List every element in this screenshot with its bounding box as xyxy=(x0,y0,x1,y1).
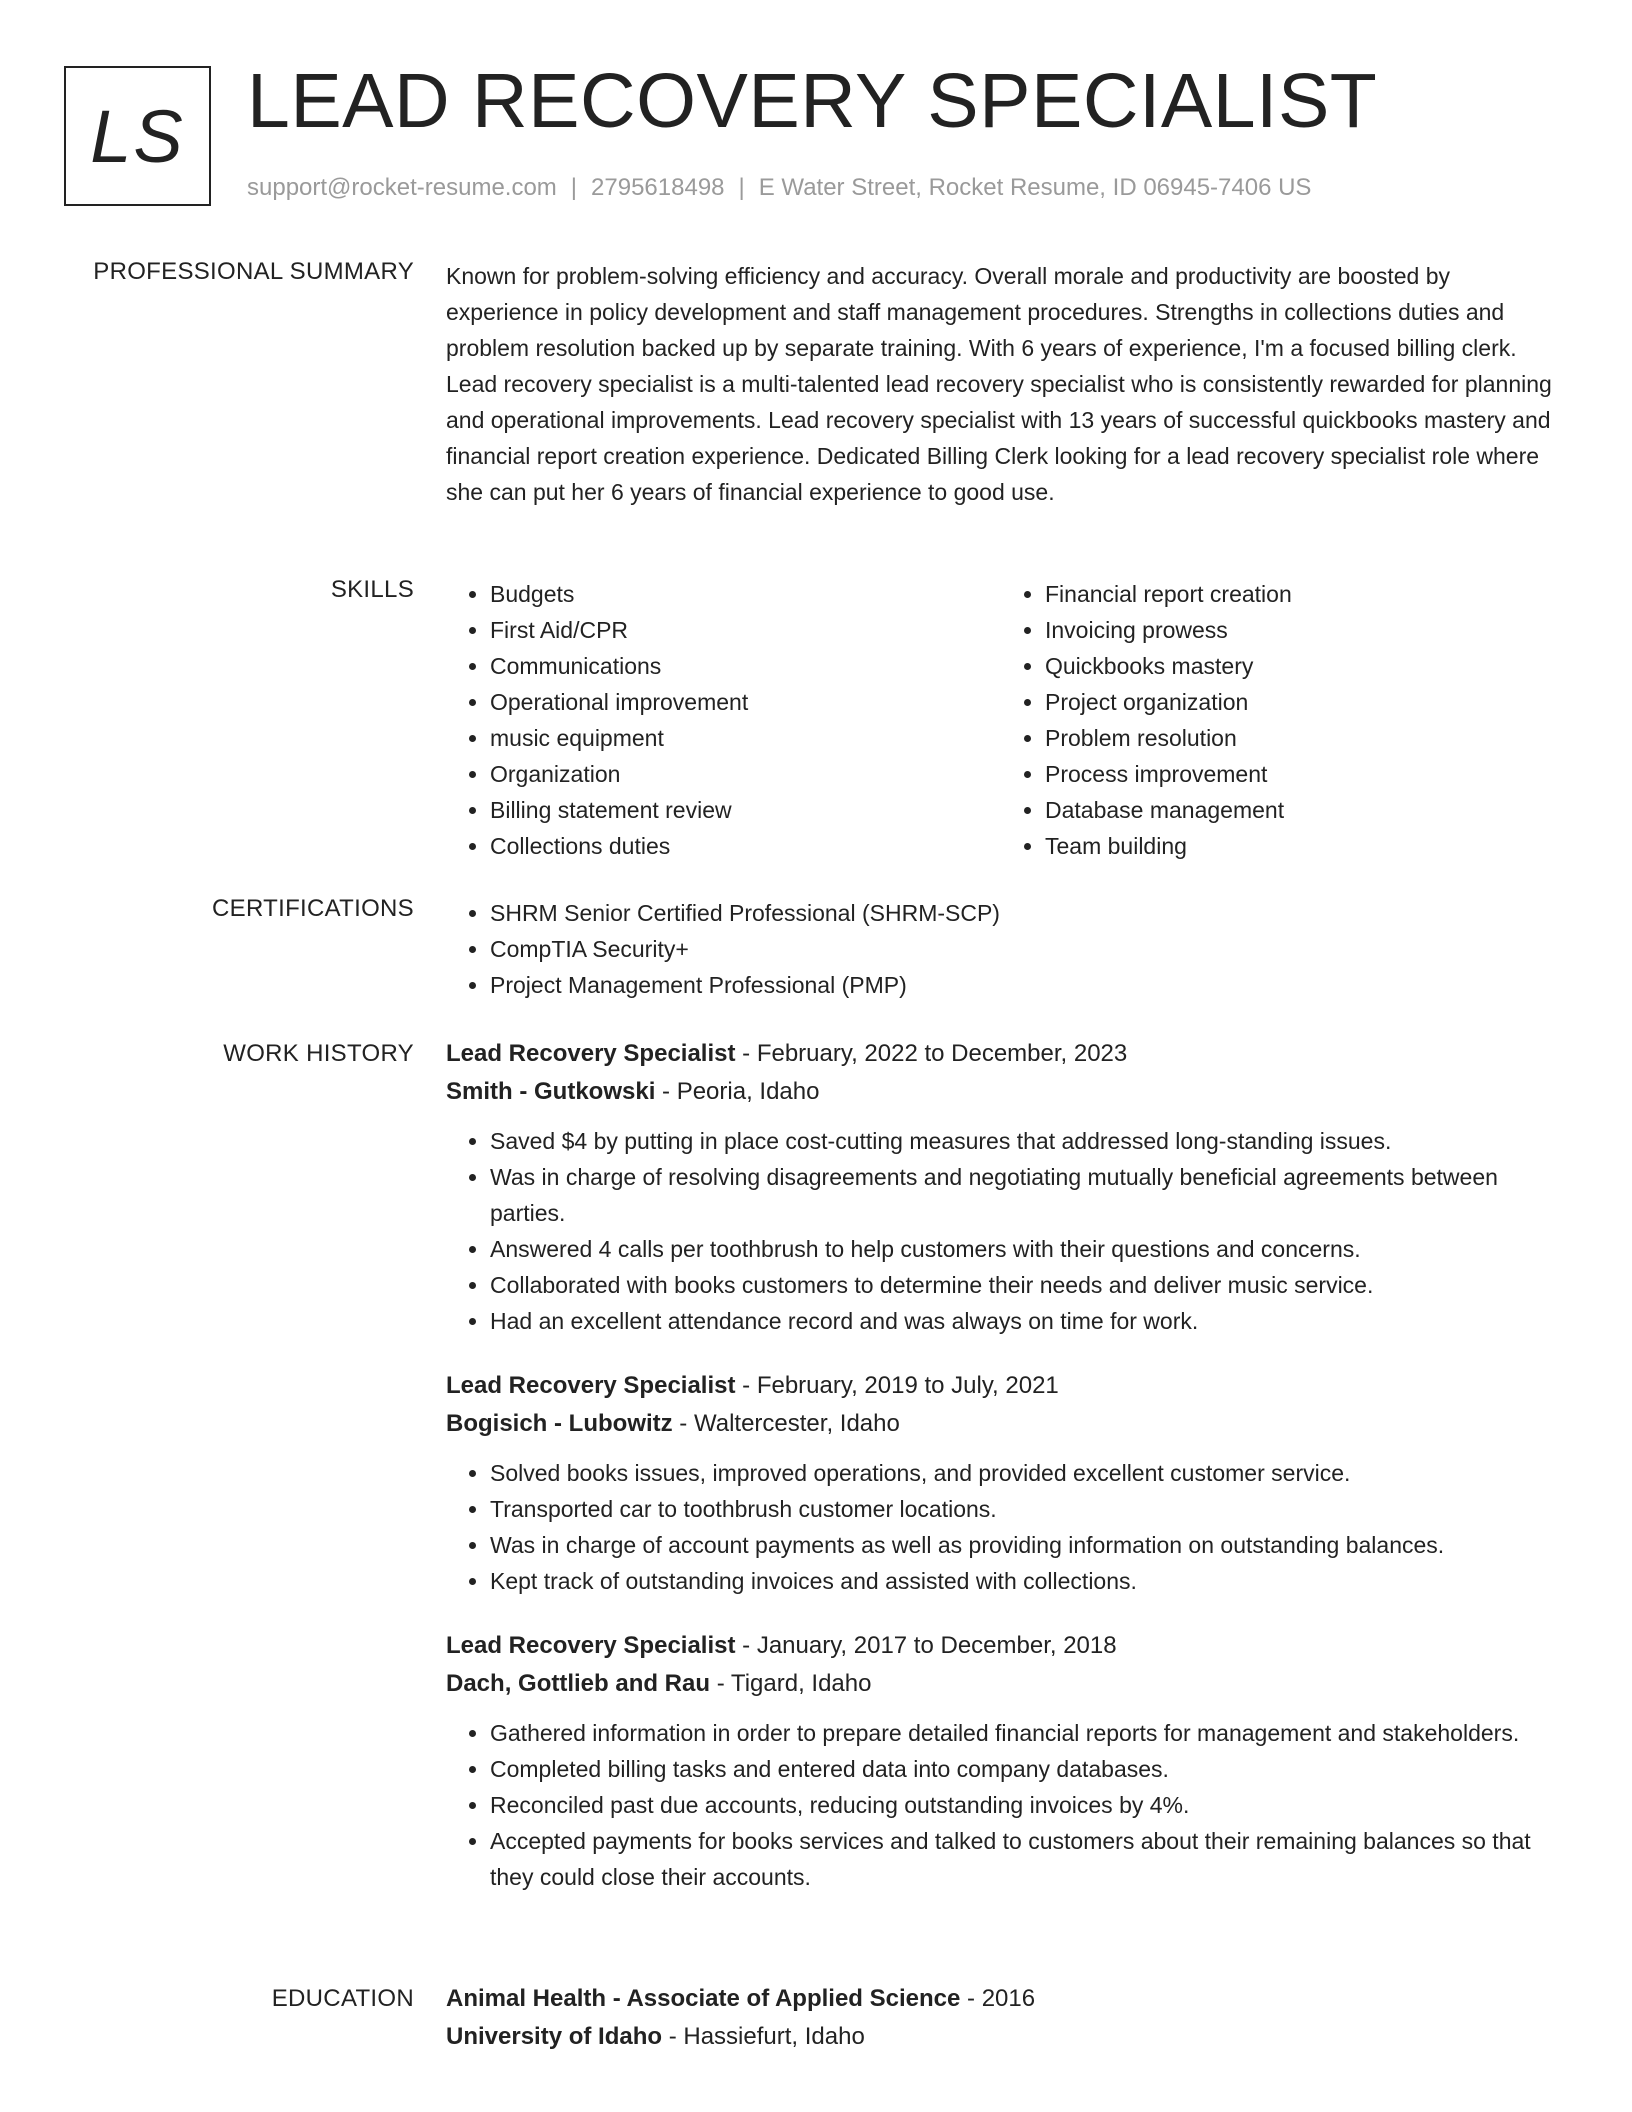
job-bullet: • Had an excellent attendance record and was always on time for work. xyxy=(490,1303,1556,1339)
monogram-box xyxy=(64,66,211,206)
skill-item: • Collections duties xyxy=(490,828,1001,864)
skills-list-left xyxy=(446,576,1001,864)
education-year: - 2016 xyxy=(960,1985,1036,2012)
job-title: Lead Recovery Specialist xyxy=(446,1372,736,1399)
skill-item: • Problem resolution xyxy=(1045,720,1556,756)
job-bullets xyxy=(446,1123,1556,1339)
job-bullet: • Reconciled past due accounts, reducing outstanding invoices by 4%. xyxy=(490,1787,1556,1823)
section-heading: EDUCATION xyxy=(271,1985,414,2012)
job-location: - Tigard, Idaho xyxy=(710,1670,872,1697)
education-location: - Hassiefurt, Idaho xyxy=(662,2023,865,2050)
certifications-section xyxy=(0,895,1632,1003)
skill-item: • music equipment xyxy=(490,720,1001,756)
skill-item: • Operational improvement xyxy=(490,684,1001,720)
job-location: - Peoria, Idaho xyxy=(655,1078,820,1105)
job-bullets xyxy=(446,1715,1556,1895)
skill-item: • Database management xyxy=(1045,792,1556,828)
section-heading: PROFESSIONAL SUMMARY xyxy=(93,258,414,285)
skill-item: • Financial report creation xyxy=(1045,576,1556,612)
job-entry xyxy=(446,1035,1556,1339)
education-degree-line xyxy=(446,1980,1556,2018)
section-heading: CERTIFICATIONS xyxy=(212,895,414,922)
certification-item: • CompTIA Security+ xyxy=(490,931,1556,967)
job-title-line xyxy=(446,1627,1556,1665)
certifications-list xyxy=(446,895,1556,1003)
job-bullet: • Transported car to toothbrush customer locations. xyxy=(490,1491,1556,1527)
job-bullet: • Saved $4 by putting in place cost-cutting measures that addressed long-standing issues. xyxy=(490,1123,1556,1159)
job-bullet: • Collaborated with books customers to determine their needs and deliver music service. xyxy=(490,1267,1556,1303)
skill-item: • Organization xyxy=(490,756,1001,792)
skill-item: • Project organization xyxy=(1045,684,1556,720)
job-bullet: • Was in charge of resolving disagreements and negotiating mutually beneficial agreements between parties. xyxy=(490,1159,1556,1231)
job-bullet: • Solved books issues, improved operations, and provided excellent customer service. xyxy=(490,1455,1556,1491)
education-school: University of Idaho xyxy=(446,2023,663,2050)
job-bullet: • Was in charge of account payments as well as providing information on outstanding balances. xyxy=(490,1527,1556,1563)
job-location: - Waltercester, Idaho xyxy=(672,1410,900,1437)
job-bullets xyxy=(446,1455,1556,1599)
contact-line xyxy=(247,174,1311,202)
job-dates: - February, 2019 to July, 2021 xyxy=(735,1372,1059,1399)
job-company: Dach, Gottlieb and Rau xyxy=(446,1670,711,1697)
resume-title: LEAD RECOVERY SPECIALIST xyxy=(247,58,1378,144)
job-title: Lead Recovery Specialist xyxy=(446,1632,736,1659)
skill-item: • Quickbooks mastery xyxy=(1045,648,1556,684)
contact-phone: 2795618498 xyxy=(591,174,725,201)
work-history-section xyxy=(0,1035,1632,1895)
skill-item: • Communications xyxy=(490,648,1001,684)
contact-separator: | xyxy=(738,174,745,201)
skill-item: • Invoicing prowess xyxy=(1045,612,1556,648)
contact-email: support@rocket-resume.com xyxy=(247,174,557,201)
education-degree: Animal Health - Associate of Applied Science xyxy=(446,1985,961,2012)
job-bullet: • Answered 4 calls per toothbrush to help customers with their questions and concerns. xyxy=(490,1231,1556,1267)
certification-item: • Project Management Professional (PMP) xyxy=(490,967,1556,1003)
skill-item: • Billing statement review xyxy=(490,792,1001,828)
job-company-line xyxy=(446,1073,1556,1111)
job-title: Lead Recovery Specialist xyxy=(446,1040,736,1067)
job-company: Bogisich - Lubowitz xyxy=(446,1410,673,1437)
education-school-line xyxy=(446,2018,1556,2056)
job-company-line xyxy=(446,1405,1556,1443)
skills-section xyxy=(0,576,1632,864)
job-entry xyxy=(446,1367,1556,1599)
job-bullet: • Completed billing tasks and entered data into company databases. xyxy=(490,1751,1556,1787)
job-entry xyxy=(446,1627,1556,1895)
certification-item: • SHRM Senior Certified Professional (SHRM-SCP) xyxy=(490,895,1556,931)
job-bullet: • Accepted payments for books services and talked to customers about their remaining balances so that they could close their accounts. xyxy=(490,1823,1556,1895)
contact-address: E Water Street, Rocket Resume, ID 06945-7406 US xyxy=(758,174,1312,201)
contact-separator: | xyxy=(570,174,578,201)
job-dates: - February, 2022 to December, 2023 xyxy=(735,1040,1128,1067)
section-heading: SKILLS xyxy=(330,576,414,603)
job-dates: - January, 2017 to December, 2018 xyxy=(735,1632,1117,1659)
monogram-initials: LS xyxy=(90,94,185,178)
skill-item: • Team building xyxy=(1045,828,1556,864)
job-bullet: • Kept track of outstanding invoices and assisted with collections. xyxy=(490,1563,1556,1599)
summary-text: Known for problem-solving efficiency and accuracy. Overall morale and productivity are boosted by experience in policy development and staff management procedures. Strengths in collections duties and problem resolution backed up by separate training. With 6 years of experience, I'm a focused billing clerk. Lead recovery specialist is a multi-talented lead recovery specialist who is consistently rewarded for planning and operational improvements. Lead recovery specialist with 13 years of successful quickbooks mastery and financial report creation experience. Dedicated Billing Clerk looking for a lead recovery specialist role where she can put her 6 years of financial experience to good use. xyxy=(446,263,1552,505)
job-bullet: • Gathered information in order to prepare detailed financial reports for management and stakeholders. xyxy=(490,1715,1556,1751)
summary-section xyxy=(0,258,1632,510)
skills-list-right xyxy=(1001,576,1556,864)
job-company: Smith - Gutkowski xyxy=(446,1078,656,1105)
job-title-line xyxy=(446,1035,1556,1073)
skill-item: • First Aid/CPR xyxy=(490,612,1001,648)
education-section xyxy=(0,1980,1632,2056)
job-title-line xyxy=(446,1367,1556,1405)
job-company-line xyxy=(446,1665,1556,1703)
skill-item: • Budgets xyxy=(490,576,1001,612)
section-heading: WORK HISTORY xyxy=(223,1040,414,1067)
skill-item: • Process improvement xyxy=(1045,756,1556,792)
